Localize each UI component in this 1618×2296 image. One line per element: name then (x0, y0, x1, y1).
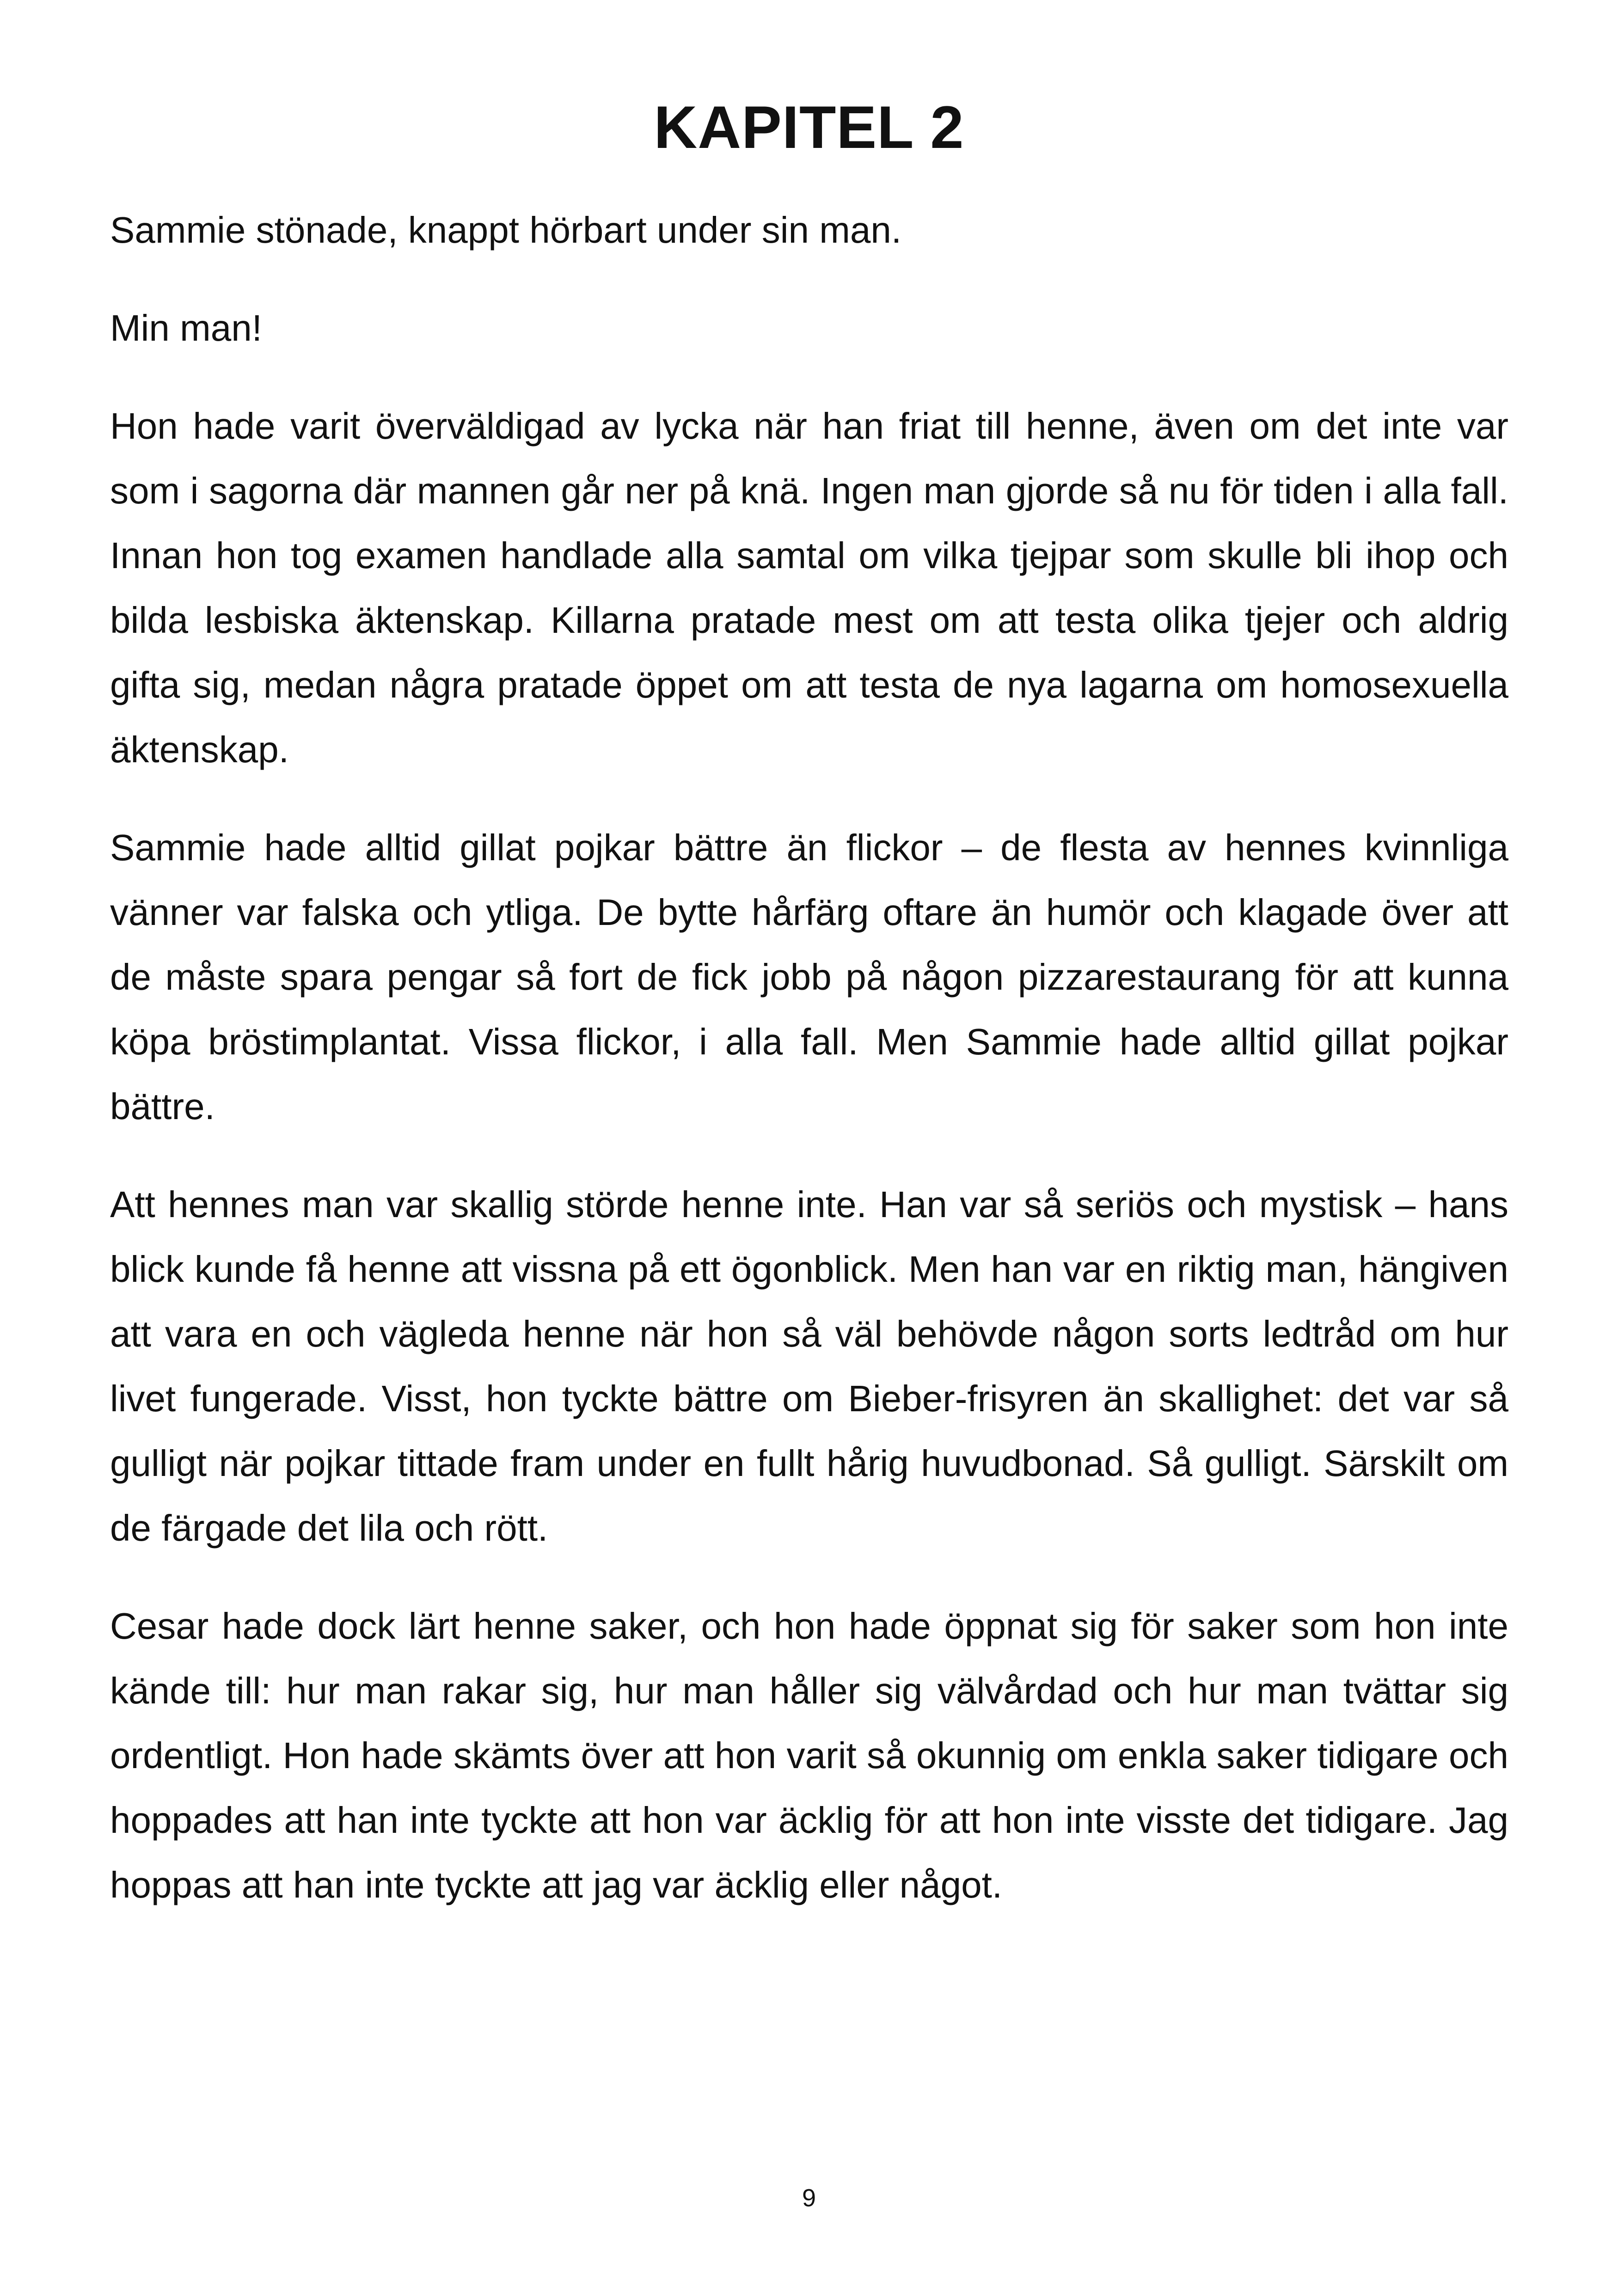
paragraph-6: Cesar hade dock lärt henne saker, och hon hade öppnat sig för saker som hon inte kände till: hur man rakar sig, hur man håller sig välvårdad och hur man tvättar sig ordentligt. Hon hade skämts över att hon varit så okunnig om enkla saker tidigare och hoppades att han inte tyckte att hon var äcklig för att hon inte visste det tidigare. Jag hoppas att han inte tyckte att jag var äcklig eller något. (110, 1605, 1508, 1905)
paragraph-4: Sammie hade alltid gillat pojkar bättre än flickor – de flesta av hennes kvinnliga vänner var falska och ytliga. De bytte hårfärg oftare än humör och klagade över att de måste spara pengar så fort de fick jobb på någon pizzarestaurang för att kunna köpa bröstimplantat. Vissa flickor, i alla fall. Men Sammie hade alltid gillat pojkar bättre. (110, 827, 1508, 1127)
paragraph-3: Hon hade varit överväldigad av lycka när han friat till henne, även om det inte var som i sagorna där mannen går ner på knä. Ingen man gjorde så nu för tiden i alla fall. Innan hon tog examen handlade alla samtal om vilka tjejpar som skulle bli ihop och bilda lesbiska äktenskap. Killarna pratade mest om att testa olika tjejer och aldrig gifta sig, medan några pratade öppet om att testa de nya lagarna om homosexuella äktenskap. (110, 405, 1508, 770)
page-number: 9 (802, 2184, 816, 2212)
paragraph-1: Sammie stönade, knappt hörbart under sin man. (110, 209, 902, 251)
paragraph-2: Min man! (110, 307, 262, 349)
chapter-title: KAPITEL 2 (654, 93, 964, 161)
paragraph-5: Att hennes man var skallig störde henne inte. Han var så seriös och mystisk – hans blick kunde få henne att vissna på ett ögonblick. Men han var en riktig man, hängiven att vara en och vägleda henne när hon så väl behövde någon sorts ledtråd om hur livet fungerade. Visst, hon tyckte bättre om Bieber-frisyren än skallighet: det var så gulligt när pojkar tittade fram under en fullt hårig huvudbonad. Så gulligt. Särskilt om de färgade det lila och rött. (110, 1184, 1508, 1549)
chapter-body (110, 198, 1508, 1951)
